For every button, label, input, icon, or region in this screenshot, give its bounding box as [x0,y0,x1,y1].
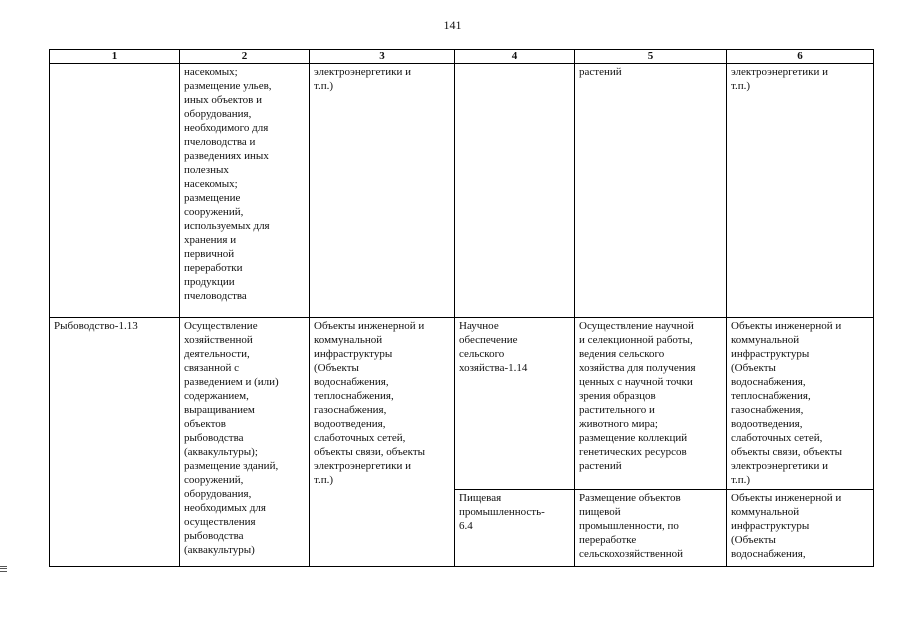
margin-scan-mark [0,566,7,572]
cell-conditional-auxiliary-objects: Объекты инженерной и коммунальной инфраструктуры (Объекты водоснабжения, теплоснабжения, газоснабжения, водоотведения, слаботочных сетей, объекты связи, объекты электроэнергетики и т.п.) [727,318,874,490]
cell-conditional-auxiliary-objects: Объекты инженерной и коммунальной инфраструктуры (Объекты водоснабжения, [727,490,874,567]
cell-conditional-use-description: Размещение объектов пищевой промышленности, по переработке сельскохозяйственной [575,490,727,567]
header-col-2: 2 [180,50,310,64]
table-row [50,64,874,318]
header-col-5: 5 [575,50,727,64]
header-col-4: 4 [455,50,575,64]
cell-use-description: насекомых; размещение ульев, иных объектов и оборудования, необходимого для пчеловодства и разведениях иных полезных насекомых; размещение сооружений, используемых для хранения и первичной переработки продукции пчеловодства [180,64,310,318]
table-row [50,318,874,490]
header-col-6: 6 [727,50,874,64]
cell-conditional-use-type [455,64,575,318]
land-use-table [49,49,874,567]
cell-conditional-auxiliary-objects: электроэнергетики и т.п.) [727,64,874,318]
header-col-3: 3 [310,50,455,64]
cell-conditional-use-type: Пищевая промышленность- 6.4 [455,490,575,567]
cell-conditional-use-description: растений [575,64,727,318]
page-number: 141 [443,18,462,32]
cell-use-description: Осуществление хозяйственной деятельности, связанной с разведением и (или) содержанием, выращиванием объектов рыбоводства (аквакультуры); размещение зданий, сооружений, оборудования, необходимых для осуществления рыбоводства (аквакультуры) [180,318,310,567]
cell-auxiliary-objects: электроэнергетики и т.п.) [310,64,455,318]
cell-conditional-use-description: Осуществление научной и селекционной работы, ведения сельского хозяйства для получения ценных с научной точки зрения образцов растительного и животного мира; размещение коллекций генетических ресурсов растений [575,318,727,490]
cell-auxiliary-objects: Объекты инженерной и коммунальной инфраструктуры (Объекты водоснабжения, теплоснабжения, газоснабжения, водоотведения, слаботочных сетей, объекты связи, объекты электроэнергетики и т.п.) [310,318,455,567]
cell-conditional-use-type: Научное обеспечение сельского хозяйства-1.14 [455,318,575,490]
header-row [50,50,874,64]
cell-use-type [50,64,180,318]
cell-use-type: Рыбоводство-1.13 [50,318,180,567]
header-col-1: 1 [50,50,180,64]
